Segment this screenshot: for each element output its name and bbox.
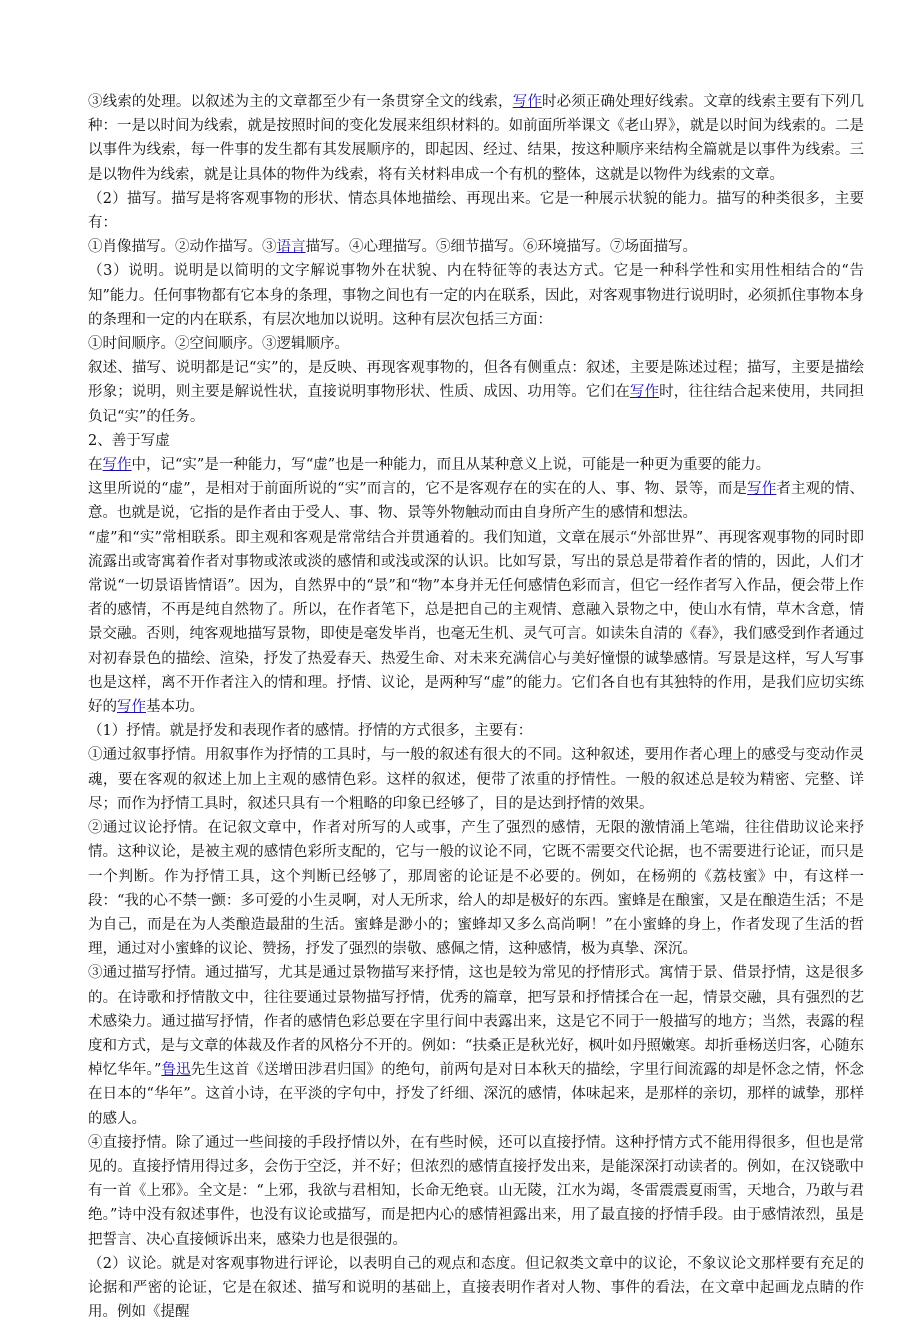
paragraph — [88, 1252, 864, 1324]
keyword-link[interactable]: 写作 — [629, 384, 660, 401]
paragraph — [88, 259, 864, 332]
text-run: 2、善于写虚 — [88, 432, 170, 449]
document-body — [88, 90, 864, 1324]
paragraph — [88, 235, 864, 259]
text-run: 叙述、描写、说明都是记“实”的，是反映、再现客观事物的，但各有侧重点：叙述，主要是陈述过程；描写，主要是描绘形象；说明，则主要是解说性状，直接说明事物形状、性质、成因、功用等。它们在 — [88, 360, 864, 401]
paragraph — [88, 90, 864, 187]
paragraph — [88, 719, 864, 743]
keyword-link[interactable]: 写作 — [117, 699, 146, 716]
text-run: （2）描写。描写是将客观事物的形状、情态具体地描绘、再现出来。它是一种展示状貌的能力。描写的种类很多，主要有： — [88, 190, 864, 232]
keyword-link[interactable]: 写作 — [512, 94, 542, 110]
text-run: 中，记“实”是一种能力，写“虚”也是一种能力，而且从某种意义上说，可能是一种更为重要的能力。 — [131, 457, 771, 474]
text-run: ④直接抒情。除了通过一些间接的手段抒情以外，在有些时候，还可以直接抒情。这种抒情方式不能用得很多，但也是常见的。直接抒情用得过多，会伤于空泛，并不好；但浓烈的感情直接抒发出来，是能深深打动读者的。例如，在汉铙歌中有一首《上邪》。全文是：“上邪，我欲与君相知，长命无绝衰。山无陵，江水为竭，冬雷震震夏雨雪，天地合，乃敢与君绝。”诗中没有叙述事件，也没有议论或描写，而是把内心的感情袒露出来，用了最直接的抒情手段。由于感情浓烈，虽是把誓言、决心直接倾诉出来，感染力也是很强的。 — [88, 1134, 864, 1248]
text-run: （2）议论。就是对客观事物进行评论，以表明自己的观点和态度。但记叙类文章中的议论，不象议论文那样要有充足的论据和严密的论证，它是在叙述、描写和说明的基础上，直接表明作者对人物、事件的看法，在文章中起画龙点睛的作用。例如《提醒 — [88, 1255, 864, 1321]
paragraph — [88, 477, 864, 525]
keyword-link[interactable]: 写作 — [102, 457, 132, 474]
text-run: （3）说明。说明是以简明的文字解说事物外在状貌、内在特征等的表达方式。它是一种科学性和实用性相结合的“告知”能力。任何事物都有它本身的条理，事物之间也有一定的内在联系，因此，对客观事物进行说明时，必须抓住事物本身的条理和一定的内在联系，有层次地加以说明。这种有层次包括三方面： — [88, 263, 864, 328]
text-run: 者主观的情、意。也就是说，它指的是作者由于受人、事、物、景等外物触动而由自身所产生的感情和想法。 — [88, 481, 865, 522]
paragraph — [88, 961, 864, 1130]
paragraph — [88, 816, 864, 961]
text-run: “虚”和“实”常相联系。即主观和客观是常常结合并贯通着的。我们知道，文章在展示“外部世界”、再现客观事物的同时即流露出或寄寓着作者对事物或浓或淡的感情和或浅或深的认识。比如写景，写出的景总是带着作者的情的，因此，人们才常说“一切景语皆情语”。因为，自然界中的“景”和“物”本身并无任何感情色彩而言，但它一经作者写入作品，便会带上作者的感情，不再是纯自然物了。所以，在作者笔下，总是把自己的主观情、意融入景物之中，使山水有情，草木含意，情景交融。否则，纯客观地描写景物，即使是毫发毕肖，也毫无生机、灵气可言。如读朱自清的《春》，我们感受到作者通过对初春景色的描绘、渲染，抒发了热爱春天、热爱生命、对未来充满信心与美好憧憬的诚挚感情。写景是这样，写人写事也是这样，离不开作者注入的情和理。抒情、议论，是两种写“虚”的能力。它们各自也有其独特的作用，是我们应切实练好的 — [88, 529, 864, 716]
text-run: ②通过议论抒情。在记叙文章中，作者对所写的人或事，产生了强烈的感情，无限的激情涌上笔端，往往借助议论来抒情。这种议论，是被主观的感情色彩所支配的，它与一般的议论不同，它既不需要交代论据，也不需要进行论证，而只是一个判断。作为抒情工具，这个判断已经够了，那周密的论证是不必要的。例如，在杨朔的《荔枝蜜》中，有这样一段：“我的心不禁一颤：多可爱的小生灵啊，对人无所求，给人的却是极好的东西。蜜蜂是在酿蜜，又是在酿造生活；不是为自己，而是在为人类酿造最甜的生活。蜜蜂是渺小的；蜜蜂却又多么高尚啊！”在小蜜蜂的身上，作者发现了生活的哲理，通过对小蜜蜂的议论、赞扬，抒发了强烈的崇敬、感佩之情，这种感情，极为真挚、深沉。 — [88, 820, 864, 958]
paragraph — [88, 1131, 864, 1252]
text-run: 描写。④心理描写。⑤细节描写。⑥环境描写。⑦场面描写。 — [305, 239, 697, 256]
paragraph — [88, 743, 864, 816]
text-run: （1）抒情。就是抒发和表现作者的感情。抒情的方式很多，主要有： — [88, 723, 533, 740]
text-run: 时，往往结合起来使用，共同担负记“实”的任务。 — [88, 384, 865, 425]
paragraph — [88, 429, 864, 453]
paragraph — [88, 453, 864, 477]
text-run: ③通过描写抒情。通过描写，尤其是通过景物描写来抒情，这也是较为常见的抒情形式。寓情于景、借景抒情，这是很多的。在诗歌和抒情散文中，往往要通过景物描写抒情，优秀的篇章，把写景和抒情揉合在一起，情景交融，具有强烈的艺术感染力。通过描写抒情，作者的感情色彩总要在字里行间中表露出来，这是它不同于一般描写的地方；当然，表露的程度和方式，是与文章的体裁及作者的风格分不开的。例如：“扶桑正是秋光好，枫叶如丹照嫩寒。却折垂杨送归客，心随东棹忆华年。” — [88, 965, 864, 1079]
text-run: 在 — [88, 457, 103, 474]
paragraph — [88, 332, 864, 356]
paragraph — [88, 187, 864, 235]
keyword-link[interactable]: 鲁迅 — [161, 1062, 191, 1079]
text-run: 先生这首《送增田涉君归国》的绝句，前两句是对日本秋天的描绘，字里行间流露的却是怀念之情，怀念在日本的“华年”。这首小诗，在平淡的字句中，抒发了纤细、深沉的感情，体味起来，是那样的亲切，那样的诚挚，那样的感人。 — [88, 1062, 864, 1127]
text-run: 基本功。 — [146, 699, 204, 716]
paragraph — [88, 356, 864, 429]
text-run: ①通过叙事抒情。用叙事作为抒情的工具时，与一般的叙述有很大的不同。这种叙述，要用作者心理上的感受与变动作灵魂，要在客观的叙述上加上主观的感情色彩。这样的叙述，便带了浓重的抒情性。一般的叙述总是较为精密、完整、详尽；而作为抒情工具时，叙述只具有一个粗略的印象已经够了，目的是达到抒情的效果。 — [88, 747, 864, 812]
text-run: 这里所说的“虚”，是相对于前面所说的“实”而言的，它不是客观存在的实在的人、事、物、景等，而是 — [88, 481, 748, 498]
keyword-link[interactable]: 写作 — [747, 481, 777, 498]
paragraph — [88, 526, 864, 720]
text-run: ①时间顺序。②空间顺序。③逻辑顺序。 — [88, 336, 349, 353]
text-run: 时必须正确处理好线索。文章的线索主要有下列几种：一是以时间为线索，就是按照时间的变化发展来组织材料的。如前面所举课文《老山界》，就是以时间为线索的。二是以事件为线索，每一件事的发生都有其发展顺序的，即起因、经过、结果，按这种顺序来结构全篇就是以事件为线索。三是以物件为线索，就是让具体的物件为线索，将有关材料串成一个有机的整体，这就是以物件为线索的文章。 — [88, 94, 865, 183]
text-run: ③线索的处理。以叙述为主的文章都至少有一条贯穿全文的线索， — [88, 94, 513, 110]
text-run: ①肖像描写。②动作描写。③ — [88, 239, 277, 256]
keyword-link[interactable]: 语言 — [276, 239, 306, 256]
